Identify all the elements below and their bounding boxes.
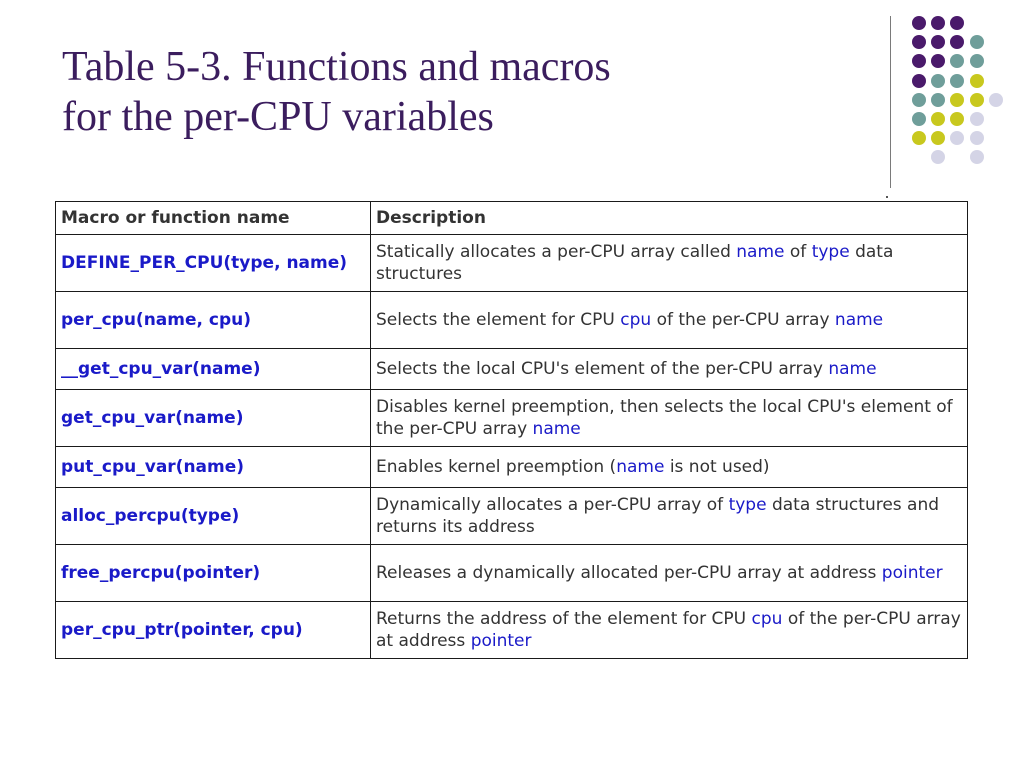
- decorative-dot: [912, 112, 926, 126]
- slide-title: [62, 42, 611, 142]
- description-cell: [371, 488, 968, 545]
- identifier-reference: cpu: [620, 310, 652, 330]
- decorative-dot: [912, 93, 926, 107]
- table-row: [56, 235, 968, 292]
- table-row: [56, 447, 968, 488]
- decorative-divider-dot: [886, 196, 888, 198]
- table-row: [56, 602, 968, 659]
- decorative-dot: [931, 54, 945, 68]
- decorative-dot: [950, 93, 964, 107]
- decorative-dot: [931, 112, 945, 126]
- decorative-dot: [970, 150, 984, 164]
- identifier-reference: name: [532, 419, 581, 439]
- decorative-dot: [970, 93, 984, 107]
- description-text: Enables kernel preemption (: [376, 457, 617, 477]
- description-cell: [371, 235, 968, 292]
- description-text: data structures and returns its address: [376, 495, 940, 537]
- identifier-reference: name: [736, 242, 785, 262]
- description-text: data structures: [376, 242, 894, 284]
- decorative-dot: [912, 54, 926, 68]
- macro-name-cell: per_cpu_ptr(pointer, cpu): [56, 602, 371, 659]
- description-text: of: [784, 242, 812, 262]
- table-row: [56, 390, 968, 447]
- decorative-dot: [931, 93, 945, 107]
- decorative-dot: [931, 131, 945, 145]
- decorative-dot: [912, 16, 926, 30]
- description-text: Selects the element for CPU: [376, 310, 621, 330]
- identifier-reference: type: [728, 495, 767, 515]
- decorative-dot: [950, 74, 964, 88]
- column-header-description: Description: [371, 202, 968, 235]
- macro-name-cell: alloc_percpu(type): [56, 488, 371, 545]
- macro-name-cell: __get_cpu_var(name): [56, 349, 371, 390]
- description-cell: [371, 447, 968, 488]
- macro-name-cell: per_cpu(name, cpu): [56, 292, 371, 349]
- identifier-reference: name: [834, 310, 884, 330]
- decorative-dot: [970, 54, 984, 68]
- macros-table: [55, 201, 968, 659]
- macro-name-cell: DEFINE_PER_CPU(type, name): [56, 235, 371, 292]
- decorative-dot: [912, 35, 926, 49]
- description-text: Dynamically allocates a per-CPU array of: [376, 495, 729, 515]
- decorative-dot: [931, 150, 945, 164]
- description-cell: [371, 602, 968, 659]
- description-text: of the per-CPU array at address: [376, 609, 961, 651]
- identifier-reference: cpu: [751, 609, 783, 629]
- decorative-dot: [950, 35, 964, 49]
- decorative-dot: [970, 131, 984, 145]
- table-row: [56, 292, 968, 349]
- macro-name-cell: put_cpu_var(name): [56, 447, 371, 488]
- description-text: is not used): [664, 457, 770, 477]
- table-row: [56, 349, 968, 390]
- table-row: [56, 488, 968, 545]
- description-cell: [371, 349, 968, 390]
- identifier-reference: type: [811, 242, 850, 262]
- decorative-dot: [912, 74, 926, 88]
- description-cell: [371, 292, 968, 349]
- decorative-dot: [950, 112, 964, 126]
- identifier-reference: name: [616, 457, 665, 477]
- decorative-dot: [970, 35, 984, 49]
- description-text: Releases a dynamically allocated per-CPU array at address: [376, 563, 882, 583]
- decorative-dot: [970, 74, 984, 88]
- identifier-reference: pointer: [470, 631, 532, 651]
- macro-name-cell: get_cpu_var(name): [56, 390, 371, 447]
- decorative-dot: [912, 131, 926, 145]
- description-text: Disables kernel preemption, then selects the local CPU's element of the per-CPU array: [376, 397, 953, 439]
- description-text: of the per-CPU array: [651, 310, 835, 330]
- slide-title-line-1: Table 5-3. Functions and macros: [62, 44, 611, 90]
- macro-name-cell: free_percpu(pointer): [56, 545, 371, 602]
- slide-title-line-2: for the per-CPU variables: [62, 94, 494, 140]
- description-cell: [371, 545, 968, 602]
- decorative-dot: [950, 54, 964, 68]
- column-header-name: Macro or function name: [56, 202, 371, 235]
- decorative-dot: [950, 16, 964, 30]
- decorative-dot: [950, 131, 964, 145]
- description-text: Selects the local CPU's element of the per-CPU array: [376, 359, 829, 379]
- identifier-reference: name: [828, 359, 877, 379]
- decorative-dot: [931, 16, 945, 30]
- identifier-reference: pointer: [881, 563, 943, 583]
- table-row: [56, 545, 968, 602]
- decorative-dot: [989, 93, 1003, 107]
- description-text: Returns the address of the element for CPU: [376, 609, 752, 629]
- description-cell: [371, 390, 968, 447]
- decorative-dot: [931, 74, 945, 88]
- table-body: [56, 235, 968, 659]
- decorative-dot: [931, 35, 945, 49]
- decorative-divider-line: [890, 16, 891, 188]
- decorative-dot: [970, 112, 984, 126]
- description-text: Statically allocates a per-CPU array called: [376, 242, 737, 262]
- table-header-row: [56, 202, 968, 235]
